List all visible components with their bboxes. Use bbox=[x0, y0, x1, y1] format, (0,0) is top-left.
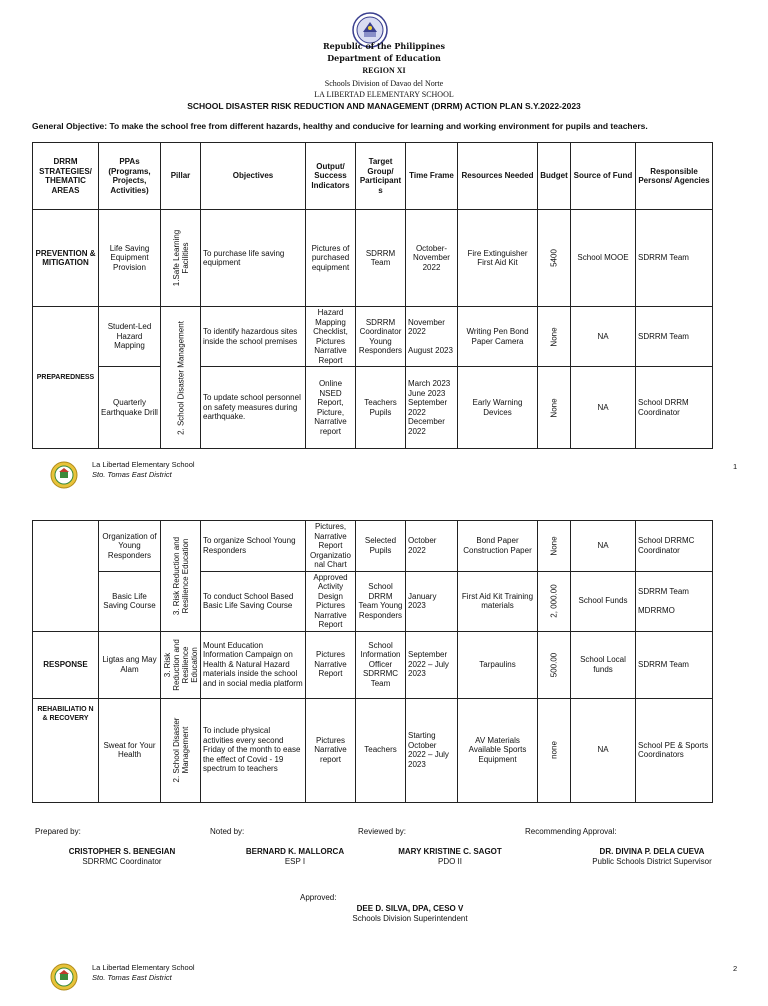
budget-cell bbox=[538, 521, 571, 572]
target-cell: School Information Officer SDRRMC Team bbox=[356, 631, 406, 698]
ppa-cell: Quarterly Earthquake Drill bbox=[99, 367, 161, 449]
output-cell: Online NSED Report, Picture, Narrative report bbox=[306, 367, 356, 449]
pillar-cell bbox=[161, 698, 201, 802]
footer-school: La Libertad Elementary School bbox=[92, 460, 195, 469]
target-cell: Teachers Pupils bbox=[356, 367, 406, 449]
pillar-cell bbox=[161, 307, 201, 449]
fund-cell: NA bbox=[571, 367, 636, 449]
time-cell: Starting October 2022 – July 2023 bbox=[406, 698, 458, 802]
budget-cell bbox=[538, 367, 571, 449]
footer-school: La Libertad Elementary School bbox=[92, 963, 195, 972]
ppa-cell: Organization of Young Responders bbox=[99, 521, 161, 572]
prepared-title: SDRRMC Coordinator bbox=[82, 857, 162, 866]
fund-cell: School Local funds bbox=[571, 631, 636, 698]
resources-cell: Early Warning Devices bbox=[458, 367, 538, 449]
budget-text: None bbox=[549, 536, 559, 556]
budget-text: 500.00 bbox=[549, 652, 559, 677]
page-title: SCHOOL DISASTER RISK REDUCTION AND MANAGEMENT (DRRM) ACTION PLAN S.Y.2022-2023 bbox=[187, 101, 581, 111]
thematic-area: RESPONSE bbox=[33, 631, 99, 698]
table-header-row bbox=[33, 143, 713, 210]
col-responsible: Responsible Persons/ Agencies bbox=[636, 143, 713, 210]
school-logo-icon bbox=[50, 963, 78, 991]
responsible-cell: School PE & Sports Coordinators bbox=[636, 698, 713, 802]
table-row bbox=[33, 521, 713, 572]
pillar-text: 2. School Disaster Management bbox=[176, 320, 185, 435]
table-row bbox=[33, 210, 713, 307]
pillar-cell bbox=[161, 521, 201, 632]
reviewed-name: MARY KRISTINE C. SAGOT bbox=[398, 847, 502, 856]
budget-cell bbox=[538, 210, 571, 307]
fund-cell: School MOOE bbox=[571, 210, 636, 307]
school-logo-icon bbox=[50, 461, 78, 489]
noted-title: ESP I bbox=[284, 857, 306, 866]
col-fund: Source of Fund bbox=[571, 143, 636, 210]
output-cell: Pictures, Narrative Report Organizational Chart bbox=[306, 521, 356, 572]
output-cell: Pictures Narrative report bbox=[306, 698, 356, 802]
table-row bbox=[33, 367, 713, 449]
school-line: LA LIBERTAD ELEMENTARY SCHOOL bbox=[314, 90, 454, 99]
fund-cell: NA bbox=[571, 521, 636, 572]
pillar-text: 1.Safe Learning Facilities bbox=[171, 229, 190, 287]
responsible-cell: School DRRM Coordinator bbox=[636, 367, 713, 449]
reviewed-title: PDO II bbox=[437, 857, 462, 866]
recommending-name: DR. DIVINA P. DELA CUEVA bbox=[599, 847, 705, 856]
approved-title: Schools Division Superintendent bbox=[352, 914, 468, 923]
ppa-cell: Life Saving Equipment Provision bbox=[99, 210, 161, 307]
col-ppas: PPAs (Programs, Projects, Activities) bbox=[99, 143, 161, 210]
col-output: Output/ Success Indicators bbox=[306, 143, 356, 210]
col-time: Time Frame bbox=[406, 143, 458, 210]
ppa-cell: Sweat for Your Health bbox=[99, 698, 161, 802]
budget-text: 5400 bbox=[549, 249, 559, 267]
thematic-area: PREVENTION & MITIGATION bbox=[33, 210, 99, 307]
pillar-cell bbox=[161, 631, 201, 698]
col-strategies: DRRM STRATEGIES/ THEMATIC AREAS bbox=[33, 143, 99, 210]
general-objective: General Objective: To make the school free from different hazards, healthy and conducive for learning and working environment for pupils and teachers. bbox=[32, 121, 648, 131]
time-cell: March 2023 June 2023 September 2022 December 2022 bbox=[406, 367, 458, 449]
table-row bbox=[33, 571, 713, 631]
footer-district: Sto. Tomas East District bbox=[92, 470, 172, 479]
responsible-cell: School DRRMC Coordinator bbox=[636, 521, 713, 572]
resources-cell: Tarpaulins bbox=[458, 631, 538, 698]
time-cell: November 2022 August 2023 bbox=[406, 307, 458, 367]
objective-cell: To purchase life saving equipment bbox=[201, 210, 306, 307]
responsible-cell: SDRRM Team MDRRMO bbox=[636, 571, 713, 631]
thematic-area: PREPAREDNESS bbox=[33, 307, 99, 449]
pillar-text: 2. School Disaster Management bbox=[171, 717, 190, 783]
region-line: REGION XI bbox=[362, 66, 406, 75]
objective-cell: To conduct School Based Basic Life Saving Course bbox=[201, 571, 306, 631]
noted-label: Noted by: bbox=[210, 827, 245, 836]
thematic-area-empty bbox=[33, 521, 99, 632]
col-pillar: Pillar bbox=[161, 143, 201, 210]
budget-text: none bbox=[549, 741, 559, 759]
reviewed-label: Reviewed by: bbox=[358, 827, 407, 836]
page-number: 2 bbox=[733, 964, 738, 973]
objective-cell: To update school personnel on safety measures during earthquake. bbox=[201, 367, 306, 449]
pillar-cell bbox=[161, 210, 201, 307]
resources-cell: AV Materials Available Sports Equipment bbox=[458, 698, 538, 802]
republic-line: Republic of the Philippines bbox=[322, 41, 445, 51]
division-line: Schools Division of Davao del Norte bbox=[324, 79, 444, 88]
budget-cell bbox=[538, 571, 571, 631]
col-target: Target Group/ Participants bbox=[356, 143, 406, 210]
objective-cell: To organize School Young Responders bbox=[201, 521, 306, 572]
resources-cell: Writing Pen Bond Paper Camera bbox=[458, 307, 538, 367]
output-cell: Approved Activity Design Pictures Narrative Report bbox=[306, 571, 356, 631]
action-plan-table-page1 bbox=[32, 142, 713, 449]
col-resources: Resources Needed bbox=[458, 143, 538, 210]
noted-name: BERNARD K. MALLORCA bbox=[245, 847, 345, 856]
prepared-label: Prepared by: bbox=[35, 827, 81, 836]
approved-name: DEE D. SILVA, DPA, CESO V bbox=[356, 904, 464, 913]
table-row bbox=[33, 307, 713, 367]
target-cell: SDRRM Coordinator Young Responders bbox=[356, 307, 406, 367]
responsible-cell: SDRRM Team bbox=[636, 210, 713, 307]
col-budget: Budget bbox=[538, 143, 571, 210]
target-cell: School DRRM Team Young Responders bbox=[356, 571, 406, 631]
target-cell: Teachers bbox=[356, 698, 406, 802]
ppa-cell: Basic Life Saving Course bbox=[99, 571, 161, 631]
budget-cell bbox=[538, 698, 571, 802]
objective-cell: To identify hazardous sites inside the school premises bbox=[201, 307, 306, 367]
resources-cell: First Aid Kit Training materials bbox=[458, 571, 538, 631]
resources-cell: Fire Extinguisher First Aid Kit bbox=[458, 210, 538, 307]
output-cell: Hazard Mapping Checklist, Pictures Narrative Report bbox=[306, 307, 356, 367]
budget-text: None bbox=[549, 326, 559, 347]
budget-cell bbox=[538, 307, 571, 367]
approved-label: Approved: bbox=[300, 893, 337, 902]
action-plan-table-page2 bbox=[32, 520, 713, 803]
time-cell: September 2022 – July 2023 bbox=[406, 631, 458, 698]
col-objectives: Objectives bbox=[201, 143, 306, 210]
objective-cell: To include physical activities every second Friday of the month to ease the effect of Covid - 19 spectrum to teachers bbox=[201, 698, 306, 802]
recommending-label: Recommending Approval: bbox=[525, 827, 617, 836]
prepared-name: CRISTOPHER S. BENEGIAN bbox=[68, 847, 176, 856]
footer-district: Sto. Tomas East District bbox=[92, 973, 172, 982]
pillar-text: 3. Risk Reduction and Resilience Education bbox=[162, 638, 199, 691]
ppa-cell: Student-Led Hazard Mapping bbox=[99, 307, 161, 367]
time-cell: January 2023 bbox=[406, 571, 458, 631]
recommending-title: Public Schools District Supervisor bbox=[592, 857, 712, 866]
budget-text: None bbox=[549, 397, 559, 418]
budget-text: 2, 000.00 bbox=[549, 584, 559, 618]
time-cell: October 2022 bbox=[406, 521, 458, 572]
output-cell: Pictures of purchased equipment bbox=[306, 210, 356, 307]
responsible-cell: SDRRM Team bbox=[636, 631, 713, 698]
resources-cell: Bond Paper Construction Paper bbox=[458, 521, 538, 572]
fund-cell: NA bbox=[571, 698, 636, 802]
fund-cell: NA bbox=[571, 307, 636, 367]
target-cell: Selected Pupils bbox=[356, 521, 406, 572]
responsible-cell: SDRRM Team bbox=[636, 307, 713, 367]
time-cell: October-November 2022 bbox=[406, 210, 458, 307]
output-cell: Pictures Narrative Report bbox=[306, 631, 356, 698]
objective-cell: Mount Education Information Campaign on Health & Natural Hazard materials inside the school and in social media platform bbox=[201, 631, 306, 698]
table-row bbox=[33, 631, 713, 698]
thematic-area: REHABILIATIO N & RECOVERY bbox=[33, 698, 99, 802]
pillar-text: 3. Risk Reduction and Resilience Education bbox=[171, 536, 190, 615]
target-cell: SDRRM Team bbox=[356, 210, 406, 307]
fund-cell: School Funds bbox=[571, 571, 636, 631]
department-line: Department of Education bbox=[327, 53, 441, 63]
page-number: 1 bbox=[733, 462, 738, 471]
budget-cell bbox=[538, 631, 571, 698]
table-row bbox=[33, 698, 713, 802]
ppa-cell: Ligtas ang May Alam bbox=[99, 631, 161, 698]
